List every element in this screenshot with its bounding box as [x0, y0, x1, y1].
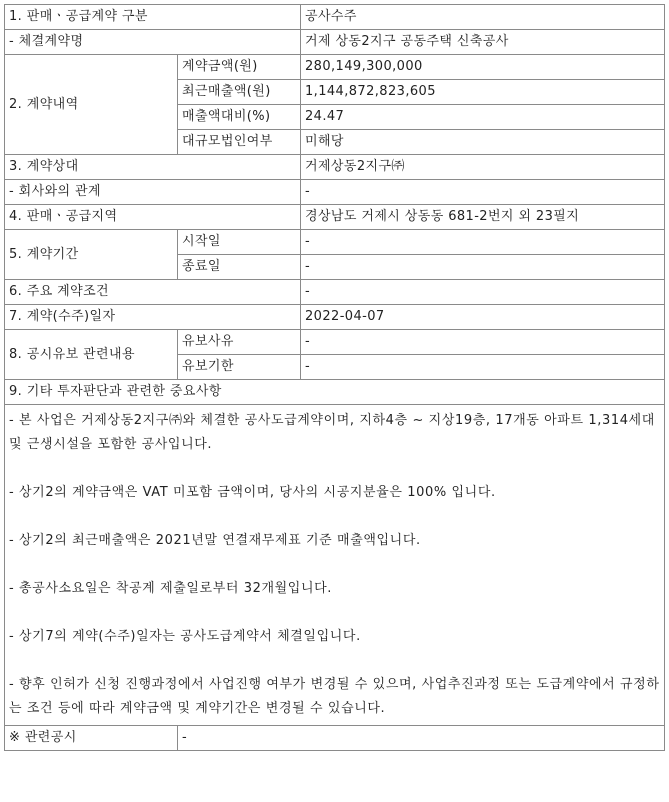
- row-conditions: [5, 280, 665, 305]
- contract-date-label: 7. 계약(수주)일자: [5, 305, 301, 330]
- deferral-deadline-label: 유보기한: [178, 355, 301, 380]
- period-start-value: -: [301, 230, 665, 255]
- contract-type-label: 1. 판매ㆍ공급계약 구분: [5, 5, 301, 30]
- other-matters-notes: [5, 405, 665, 726]
- note-paragraph: - 향후 인허가 신청 진행과정에서 사업진행 여부가 변경될 수 있으며, 사업추진과정 또는 도급계약에서 규정하는 조건 등에 따라 계약금액 및 계약기간은 변경될 수 있습니다.: [9, 677, 660, 716]
- disclosure-document: [4, 4, 665, 751]
- sales-ratio-value: 24.47: [301, 105, 665, 130]
- deferral-deadline-value: -: [301, 355, 665, 380]
- note-paragraph: - 상기7의 계약(수주)일자는 공사도급계약서 체결일입니다.: [9, 629, 361, 644]
- conditions-value: -: [301, 280, 665, 305]
- conditions-label: 6. 주요 계약조건: [5, 280, 301, 305]
- row-other-header: [5, 380, 665, 405]
- large-corp-label: 대규모법인여부: [178, 130, 301, 155]
- deferral-reason-label: 유보사유: [178, 330, 301, 355]
- period-label: 5. 계약기간: [5, 230, 178, 280]
- other-matters-label: 9. 기타 투자판단과 관련한 중요사항: [5, 380, 665, 405]
- row-other-notes: [5, 405, 665, 726]
- row-region: [5, 205, 665, 230]
- relation-value: -: [301, 180, 665, 205]
- contract-amount-value: 280,149,300,000: [301, 55, 665, 80]
- relation-label: - 회사와의 관계: [5, 180, 301, 205]
- contract-name-value: 거제 상동2지구 공동주택 신축공사: [301, 30, 665, 55]
- note-paragraph: - 상기2의 계약금액은 VAT 미포함 금액이며, 당사의 시공지분율은 100% 입니다.: [9, 485, 496, 500]
- contract-disclosure-table: [4, 4, 665, 751]
- note-paragraph: - 총공사소요일은 착공계 제출일로부터 32개월입니다.: [9, 581, 333, 596]
- row-contract-type: [5, 5, 665, 30]
- contract-details-label: 2. 계약내역: [5, 55, 178, 155]
- large-corp-value: 미해당: [301, 130, 665, 155]
- contract-name-label: - 체결계약명: [5, 30, 301, 55]
- row-deferral-reason: [5, 330, 665, 355]
- period-start-label: 시작일: [178, 230, 301, 255]
- region-label: 4. 판매ㆍ공급지역: [5, 205, 301, 230]
- row-contract-amount: [5, 55, 665, 80]
- contract-amount-label: 계약금액(원): [178, 55, 301, 80]
- counterparty-label: 3. 계약상대: [5, 155, 301, 180]
- contract-date-value: 2022-04-07: [301, 305, 665, 330]
- deferral-label: 8. 공시유보 관련내용: [5, 330, 178, 380]
- recent-sales-value: 1,144,872,823,605: [301, 80, 665, 105]
- row-counterparty: [5, 155, 665, 180]
- sales-ratio-label: 매출액대비(%): [178, 105, 301, 130]
- period-end-label: 종료일: [178, 255, 301, 280]
- row-period-start: [5, 230, 665, 255]
- row-contract-name: [5, 30, 665, 55]
- note-paragraph: - 본 사업은 거제상동2지구㈜와 체결한 공사도급계약이며, 지하4층 ~ 지상19층, 17개동 아파트 1,314세대 및 근생시설을 포함한 공사입니다.: [9, 413, 655, 452]
- region-value: 경상남도 거제시 상동동 681-2번지 외 23필지: [301, 205, 665, 230]
- row-relation: [5, 180, 665, 205]
- row-contract-date: [5, 305, 665, 330]
- contract-type-value: 공사수주: [301, 5, 665, 30]
- counterparty-value: 거제상동2지구㈜: [301, 155, 665, 180]
- row-related-disclosure: [5, 726, 665, 751]
- note-paragraph: - 상기2의 최근매출액은 2021년말 연결재무제표 기준 매출액입니다.: [9, 533, 421, 548]
- recent-sales-label: 최근매출액(원): [178, 80, 301, 105]
- period-end-value: -: [301, 255, 665, 280]
- related-disclosure-value: -: [178, 726, 665, 751]
- deferral-reason-value: -: [301, 330, 665, 355]
- related-disclosure-label: ※ 관련공시: [5, 726, 178, 751]
